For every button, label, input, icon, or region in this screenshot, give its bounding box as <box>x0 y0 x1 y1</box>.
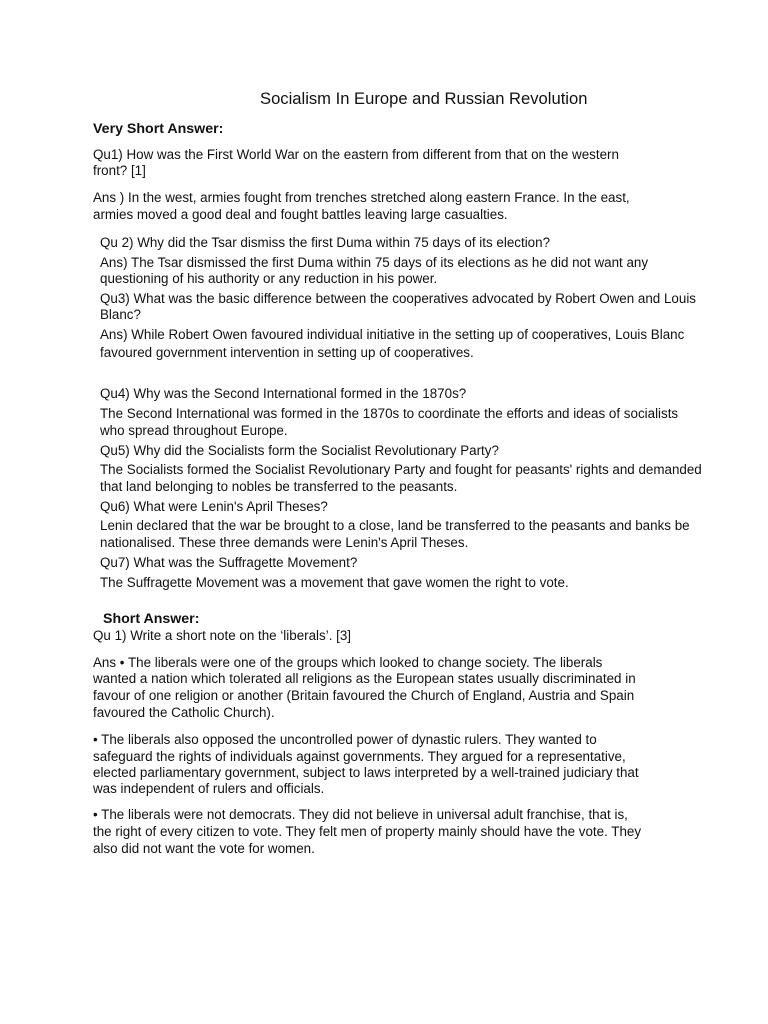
text-line: Qu 1) Write a short note on the ‘liberals’. [3] <box>93 628 352 643</box>
text-line: that land belonging to nobles be transferred to the peasants. <box>100 479 458 494</box>
text-line: Ans) While Robert Owen favoured individual initiative in the setting up of cooperatives, Louis Blanc <box>100 327 685 342</box>
text-line: Lenin declared that the war be brought to a close, land be transferred to the peasants and banks be <box>100 518 690 533</box>
text-line: Qu 2) Why did the Tsar dismiss the first Duma within 75 days of its election? <box>100 235 551 250</box>
text-line: Qu1) How was the First World War on the eastern from different from that on the western <box>93 147 619 162</box>
text-line: Qu7) What was the Suffragette Movement? <box>100 555 358 570</box>
text-line: Qu5) Why did the Socialists form the Socialist Revolutionary Party? <box>100 443 499 458</box>
text-line: nationalised. These three demands were Lenin's April Theses. <box>100 535 469 550</box>
text-line: front? [1] <box>93 163 146 178</box>
text-line: Qu3) What was the basic difference between the cooperatives advocated by Robert Owen and Louis <box>100 291 696 306</box>
text-line: • The liberals were not democrats. They did not believe in universal adult franchise, that is, <box>93 807 628 822</box>
short-answer-heading: Short Answer: <box>103 611 200 627</box>
document-title: Socialism In Europe and Russian Revolution <box>260 89 588 108</box>
text-line: Ans ) In the west, armies fought from trenches stretched along eastern France. In the east, <box>93 190 630 205</box>
text-line: The Suffragette Movement was a movement that gave women the right to vote. <box>100 575 569 590</box>
text-line: Qu4) Why was the Second International formed in the 1870s? <box>100 386 467 401</box>
text-line: wanted a nation which tolerated all religions as the European states usually discriminated in <box>93 671 636 686</box>
very-short-answer-heading: Very Short Answer: <box>93 121 224 137</box>
text-line: Ans) The Tsar dismissed the first Duma within 75 days of its elections as he did not want any <box>100 255 649 270</box>
text-line: Blanc? <box>100 307 141 322</box>
text-line: favoured government intervention in setting up of cooperatives. <box>100 345 474 360</box>
text-line: elected parliamentary government, subject to laws interpreted by a well-trained judiciary that <box>93 765 639 780</box>
text-line: safeguard the rights of individuals against governments. They argued for a representative, <box>93 749 626 764</box>
text-line: who spread throughout Europe. <box>100 423 288 438</box>
text-line: also did not want the vote for women. <box>93 841 315 856</box>
text-line: armies moved a good deal and fought battles leaving large casualties. <box>93 207 508 222</box>
text-line: The Second International was formed in the 1870s to coordinate the efforts and ideas of socialists <box>100 406 679 421</box>
text-line: Ans • The liberals were one of the groups which looked to change society. The liberals <box>93 655 603 670</box>
text-line: • The liberals also opposed the uncontrolled power of dynastic rulers. They wanted to <box>93 732 597 747</box>
text-line: questioning of his authority or any reduction in his power. <box>100 271 438 286</box>
text-line: was independent of rulers and officials. <box>93 781 325 796</box>
text-line: favour of one religion or another (Britain favoured the Church of England, Austria and Spain <box>93 688 635 703</box>
text-line: Qu6) What were Lenin's April Theses? <box>100 499 328 514</box>
text-line: The Socialists formed the Socialist Revolutionary Party and fought for peasants' rights and demanded <box>100 462 702 477</box>
text-line: favoured the Catholic Church). <box>93 705 275 720</box>
text-line: the right of every citizen to vote. They felt men of property mainly should have the vote. They <box>93 824 642 839</box>
